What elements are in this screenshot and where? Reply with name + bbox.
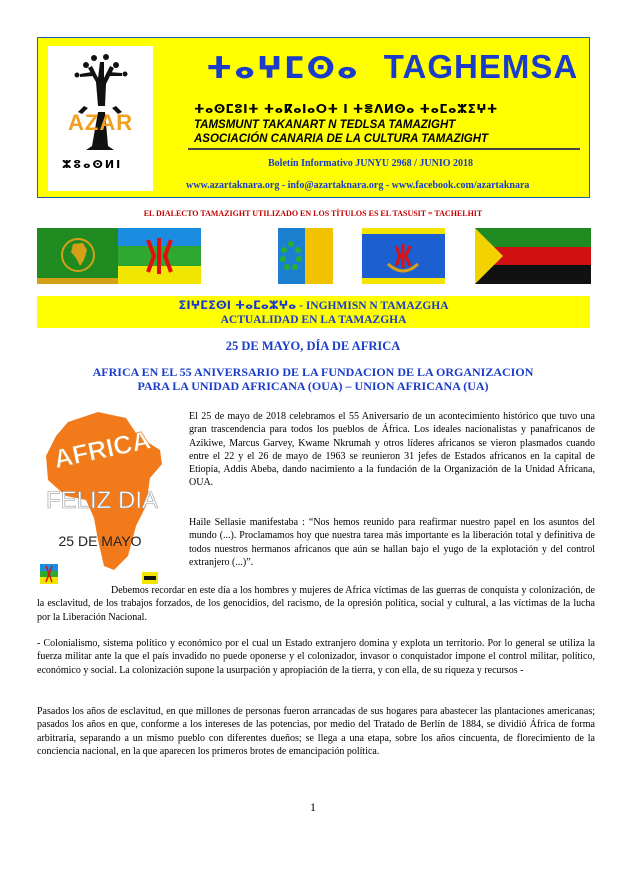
- date-heading: 25 DE MAYO, DÍA DE AFRICA: [225, 339, 401, 353]
- amazigh-flag: [118, 228, 201, 284]
- article-title: AFRICA EN EL 55 ANIVERSARIO DE LA FUNDACION DE LA ORGANIZACION PARA LA UNIDAD AFRICANA (OUA) – UNION AFRICANA (UA): [92, 365, 534, 393]
- kabyle-flag: [362, 228, 445, 284]
- newsletter-header: [37, 37, 590, 198]
- image-africa-text: AFRICA: [50, 424, 154, 475]
- mini-amazigh-flag-icon: [40, 564, 58, 584]
- section-tifinagh: ⵉⵏⵖⵎⵉⵙⵏ ⵜⴰⵎⴰⵣⵖⴰ: [178, 298, 297, 312]
- paragraph-history: Pasados los años de esclavitud, en que millones de personas fueron arrancadas de sus hogares para abastecer las plantaciones americanas; pasados los años en que, conforme a los intereses de las potencias, por medio del Tratado de Berlín de 1884, se dividió África de forma arbitraria, separando a un mismo pueblo con diferentes dueños; se llega a una etapa, sobre los años cincuenta, de florecimiento de la conciencia nacional, en la que aparecen los primeros brotes de emancipación política.: [37, 706, 595, 757]
- section-banner: [37, 296, 590, 328]
- image-date-text: 25 DE MAYO: [58, 533, 142, 549]
- association-name-spanish: ASOCIACIÓN CANARIA DE LA CULTURA TAMAZIGHT: [194, 133, 489, 145]
- dialect-note: EL DIALECTO TAMAZIGHT UTILIZADO EN LOS TÍTULOS ES EL TASUSIT = TACHELHIT: [143, 209, 483, 218]
- paragraph-remember: Debemos recordar en este día a los hombres y mujeres de Africa víctimas de las guerras de conquista y colonización, de la esclavitud, de los trabajos forzados, de los genocidios, del racismo, de la opresión política, social y cultural, a las víctimas de la lucha por la Liberación Nacional.: [37, 585, 595, 623]
- african-union-flag: [37, 228, 120, 284]
- mini-logo-icon: [142, 572, 158, 584]
- page-number: 1: [310, 800, 316, 814]
- paragraph-intro: El 25 de mayo de 2018 celebramos el 55 Aniversario de un acontecimiento histórico que tuvo una gran trascendencia para todos los pueblos de África. Los ideales nacionalistas y panafricanos de Azikiwe, Marcus Garvey, Kwame Nkrumah y otros líderes africanos se vieron plasmados cuando entre el 22 y el 26 de mayo de 1963 se reunieron 31 jefes de Estados africanos en la capital de Etiopía, Addis Abeba, dando nacimiento a la fundación de la Organización de la Unidad Africana, OUA.: [189, 411, 595, 489]
- association-name-tamazight: TAMSMUNT TAKANART N TEDLSA TAMAZIGHT: [194, 119, 456, 131]
- image-feliz-text: FELIZ DIA: [45, 487, 159, 514]
- africa-day-image: [38, 406, 168, 589]
- contact-links[interactable]: www.azartaknara.org - info@azartaknara.org - www.facebook.com/azartaknara: [186, 180, 530, 191]
- paragraph-quote: Haile Sellasie manifestaba : “Nos hemos reunido para reafirmar nuestro papel en los asuntos del mundo (...). Proclamamos hoy que nuestra tarea más importante es la liberación total y definitiva de todos nuestros hermanos africanos que aún se hallan bajo el yugo de la explotación y del control extranjero (...)”.: [189, 517, 595, 568]
- paragraph-colonialism: - Colonialismo, sistema político y económico por el cual un Estado extranjero domina y explota un territorio. Por lo general se utiliza la fuerza militar ante la que el país invadido no puede oponerse y el colonizador, invasor o conquistador impone el control militar, político, económico y social. La colonización supone la usurpación y apropiación de la tierra, y con ella, de su riqueza y recursos -: [37, 638, 595, 676]
- title-tifinagh: ⵜⴰⵖⵎⵙⴰ: [206, 51, 360, 86]
- section-line1: ⵉⵏⵖⵎⵉⵙⵏ ⵜⴰⵎⴰⵣⵖⴰ - INGHMISN N TAMAZGHA: [178, 298, 449, 312]
- logo-tifinagh: ⵣⵓⴰⵙⵍⵏ: [62, 158, 123, 171]
- azawad-flag: [475, 228, 591, 284]
- canarian-nationalist-flag: [250, 228, 333, 284]
- bulletin-info: Boletín Informativo JUNYU 2968 / JUNIO 2018: [268, 158, 473, 169]
- subtitle-tifinagh: ⵜⴰⵙⵎⵓⵏⵜ ⵜⴰⴽⴰⵏⴰⵔⵜ ⵏ ⵜⴻⴷⵍⵙⴰ ⵜⴰⵎⴰⵣⵉⵖⵜ: [194, 102, 498, 116]
- header-divider: [188, 148, 580, 150]
- azar-logo: [48, 46, 153, 191]
- title-latin: TAGHEMSA: [383, 48, 579, 85]
- logo-text: AZAR: [68, 110, 134, 135]
- section-line2: ACTUALIDAD EN LA TAMAZGHA: [220, 314, 407, 326]
- newsletter-title: [206, 48, 578, 86]
